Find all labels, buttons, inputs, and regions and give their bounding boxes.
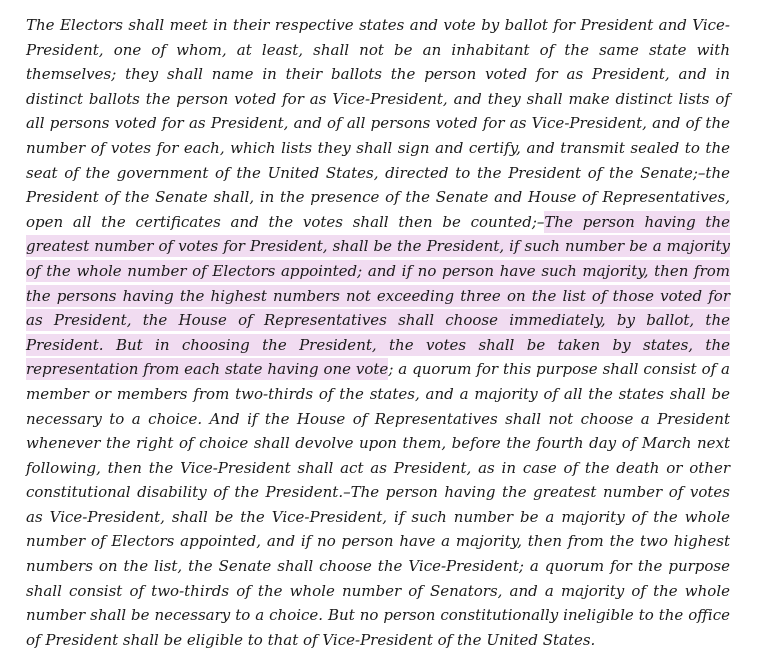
document-page bbox=[26, 13, 730, 652]
passage-text-before-highlight: The Electors shall meet in their respective states and vote by ballot for President and Vice-President, one of whom, at least, shall not be an inhabitant of the same state with themselves; they shall name in their ballots the person voted for as President, and in distinct ballots the person voted for as Vice-President, and they shall make distinct lists of all persons voted for as President, and of all persons voted for as Vice-President, and of the number of votes for each, which lists they shall sign and certify, and transmit sealed to the seat of the government of the United States, directed to the President of the Senate;–the President of the Senate shall, in the presence of the Senate and House of Representatives, open all the certificates and the votes shall then be counted;– bbox=[26, 16, 730, 231]
constitution-passage bbox=[26, 13, 730, 652]
passage-text-after-highlight: ; a quorum for this purpose shall consist of a member or members from two-thirds of the states, and a majority of all the states shall be necessary to a choice. And if the House of Representatives shall not choose a President whenever the right of choice shall devolve upon them, before the fourth day of March next following, then the Vice-President shall act as President, as in case of the death or other constitutional disability of the President.–The person having the greatest number of votes as Vice-President, shall be the Vice-President, if such number be a majority of the whole number of Electors appointed, and if no person have a majority, then from the two highest numbers on the list, the Senate shall choose the Vice-President; a quorum for the purpose shall consist of two-thirds of the whole number of Senators, and a majority of the whole number shall be necessary to a choice. But no person constitutionally ineligible to the office of President shall be eligible to that of Vice-President of the United States. bbox=[26, 360, 730, 649]
highlighted-passage: The person having the greatest number of votes for President, shall be the President, if such number be a majority of the whole number of Electors appointed; and if no person have such majority, then from the persons having the highest numbers not exceeding three on the list of those voted for as President, the House of Representatives shall choose immediately, by ballot, the President. But in choosing the President, the votes shall be taken by states, the representation from each state having one vote bbox=[26, 212, 730, 379]
